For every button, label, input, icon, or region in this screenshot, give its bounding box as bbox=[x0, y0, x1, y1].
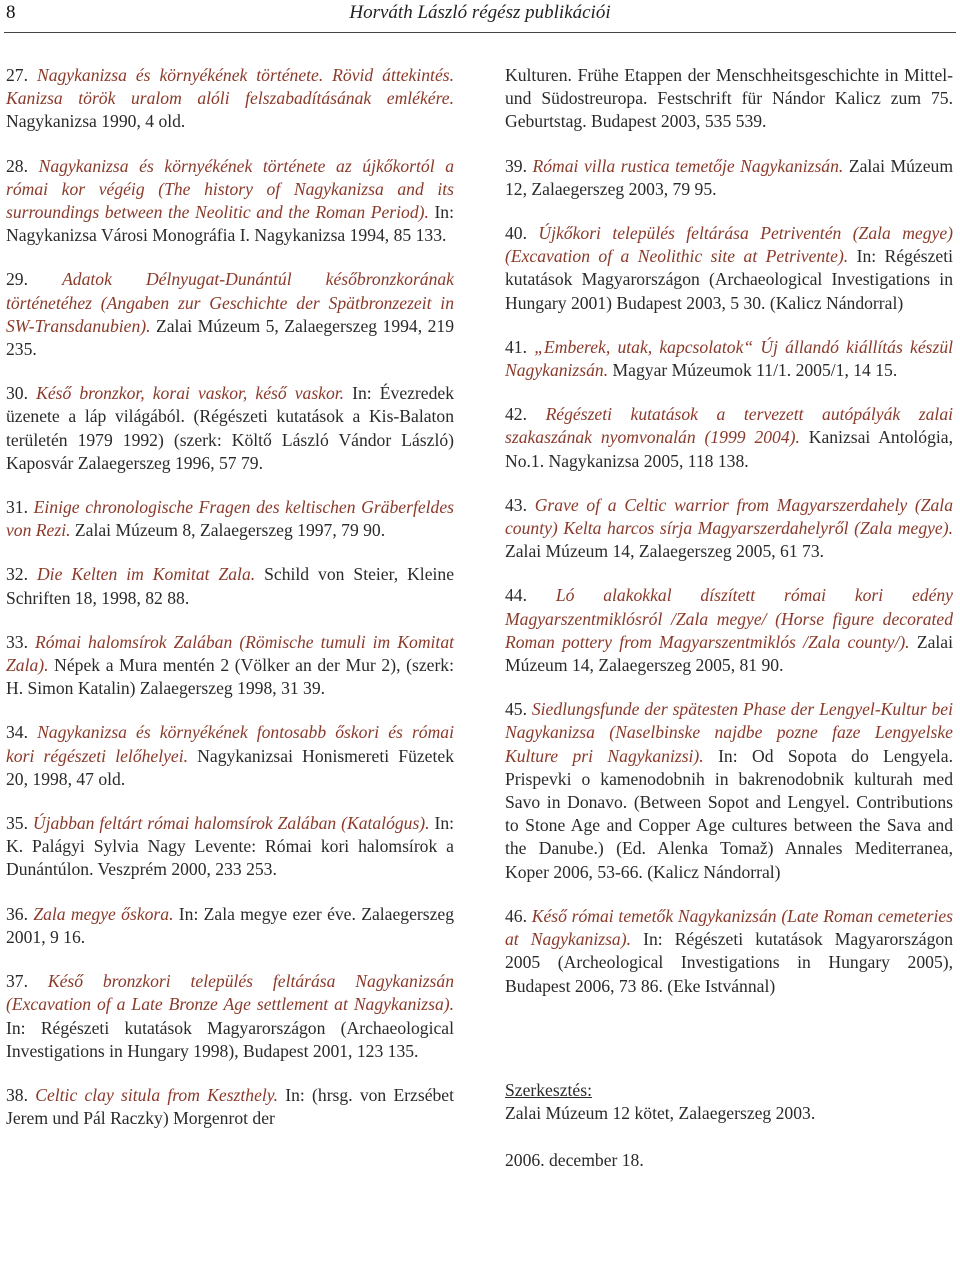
entry-continuation: Kulturen. Frühe Etappen der Menschheitsgeschichte in Mittel- und Südostreuropa. Festschrift für Nándor Kalicz zum 75. Geburtstag. Budapest 2003, 535 539. bbox=[505, 65, 953, 132]
publication-entry: 32. Die Kelten im Komitat Zala. Schild von Steier, Kleine Schriften 18, 1998, 82 88. bbox=[6, 564, 455, 608]
publication-entry: 38. Celtic clay situla from Keszthely. In: (hrsg. von Erzsébet Jerem und Pál Raczky) Morgenrot der bbox=[6, 1084, 455, 1129]
publication-entry: 30. Késő bronzkor, korai vaskor, késő vaskor. In: Évezredek üzenete a láp világából. (Régészeti kutatások a Kis-Balaton területén 1979 1992) (szerk: Költő László Vándor László) Kaposvár Zalaegerszeg 1996, 57 79. bbox=[6, 383, 455, 473]
publication-entry: 44. Ló alakokkal díszített római kori edény Magyarszentmiklósról /Zala megye/ (Horse figure decorated Roman pottery from Magyarszentmiklós /Zala county/). Zalai Múzeum 14, Zalaegerszeg 2005, 81 90. bbox=[505, 585, 953, 676]
publication-entry: 35. Újabban feltárt római halomsírok Zalában (Katalógus). In: K. Palágyi Sylvia Nagy Levente: Római kori halomsírok a Dunántúlon. Veszprém 2000, 233 253. bbox=[6, 813, 455, 880]
publication-entry: 36. Zala megye őskora. In: Zala megye ezer éve. Zalaegerszeg 2001, 9 16. bbox=[6, 903, 454, 947]
publication-entry: 37. Késő bronzkori település feltárása Nagykanizsán (Excavation of a Late Bronze Age settlement at Nagykanizsa). In: Régészeti kutatások Magyarországon (Archaeological Investigations in Hungary 1998), Budapest 2001, 123 135. bbox=[6, 971, 455, 1061]
closing-date: 2006. december 18. bbox=[505, 1150, 644, 1171]
spacer bbox=[505, 1125, 953, 1149]
publication-entry: 40. Újkőkori település feltárása Petriventén (Zala megye) (Excavation of a Neolithic site at Petrivente). In: Régészeti kutatások Magyarországon (Archaeological Investigations in Hungary 2001) Budapest 2003, 5 30. (Kalicz Nándorral) bbox=[505, 223, 954, 313]
publication-entry: 41. „Emberek, utak, kapcsolatok“ Új állandó kiállítás készül Nagykanizsán. Magyar Múzeumok 11/1. 2005/1, 14 15. bbox=[505, 336, 954, 381]
spacer bbox=[505, 1019, 953, 1079]
left-column bbox=[6, 64, 454, 1151]
publication-entry: 27. Nagykanizsa és környékének története. Rövid áttekintés. Kanizsa török uralom alóli felszabadításának emlékére. Nagykanizsa 1990, 4 old. bbox=[6, 65, 454, 132]
publication-entry: 28. Nagykanizsa és környékének története az újkőkortól a római kor végéig (The history of Nagykanizsa and its surroundings between the Neolitic and the Roman Period). In: Nagykanizsa Városi Monográfia I. Nagykanizsa 1994, 85 133. bbox=[6, 155, 455, 246]
page-header bbox=[0, 0, 960, 40]
publication-entry: 29. Adatok Délnyugat-Dunántúl későbronzkorának történetéhez (Angaben zur Geschichte der Spätbronzezeit in SW-Transdanubien). Zalai Múzeum 5, Zalaegerszeg 1994, 219 235. bbox=[6, 269, 454, 360]
publication-entry: 45. Siedlungsfunde der spätesten Phase der Lengyel-Kultur bei Nagykanizsa (Naselbinske najdbe pozne faze Lengyelske Kulture pri Nagykanizsi). In: Od Sopota do Lengyela. Prispevki o kamenodobnih in bakrenodobnik kulturah med Savo in Donavo. (Between Sopot and Lengyel. Contributions to Stone Age and Copper Age cultures between the Sava and the Danube.) (Ed. Alenka Tomaž) Annales Mediterranea, Koper 2006, 53-66. (Kalicz Nándorral) bbox=[505, 699, 954, 882]
editing-value: Zalai Múzeum 12 kötet, Zalaegerszeg 2003. bbox=[505, 1102, 816, 1123]
page-number: 8 bbox=[6, 2, 16, 23]
editing-label: Szerkesztés: bbox=[505, 1079, 592, 1100]
running-title: Horváth László régész publikációi bbox=[349, 2, 611, 23]
publication-entry: 43. Grave of a Celtic warrior from Magyarszerdahely (Zala county) Kelta harcos sírja Magyarszerdahelyről (Zala megye). Zalai Múzeum 14, Zalaegerszeg 2005, 61 73. bbox=[505, 494, 953, 562]
publication-entry: 39. Római villa rustica temetője Nagykanizsán. Zalai Múzeum 12, Zalaegerszeg 2003, 79 95. bbox=[505, 155, 954, 199]
publication-entry: 42. Régészeti kutatások a tervezett autópályák zalai szakaszának nyomvonalán (1999 2004). Kanizsai Antológia, No.1. Nagykanizsa 2005, 118 138. bbox=[505, 404, 954, 471]
right-column bbox=[505, 64, 953, 1172]
publication-entry: 46. Késő római temetők Nagykanizsán (Late Roman cemeteries at Nagykanizsa). In: Régészeti kutatások Magyarországon 2005 (Archeological Investigations in Hungary 2005), Budapest 2006, 73 86. (Eke Istvánnal) bbox=[505, 905, 954, 996]
header-rule bbox=[4, 32, 956, 33]
publication-entry: 33. Római halomsírok Zalában (Römische tumuli im Komitat Zala). Népek a Mura mentén 2 (Völker an der Mur 2), (szerk: H. Simon Katalin) Zalaegerszeg 1998, 31 39. bbox=[6, 631, 454, 699]
publication-entry: 34. Nagykanizsa és környékének fontosabb őskori és római kori régészeti lelőhelyei. Nagykanizsai Honismereti Füzetek 20, 1998, 47 old. bbox=[6, 722, 454, 789]
publication-entry: 31. Einige chronologische Fragen des keltischen Gräberfeldes von Rezi. Zalai Múzeum 8, Zalaegerszeg 1997, 79 90. bbox=[6, 497, 455, 541]
